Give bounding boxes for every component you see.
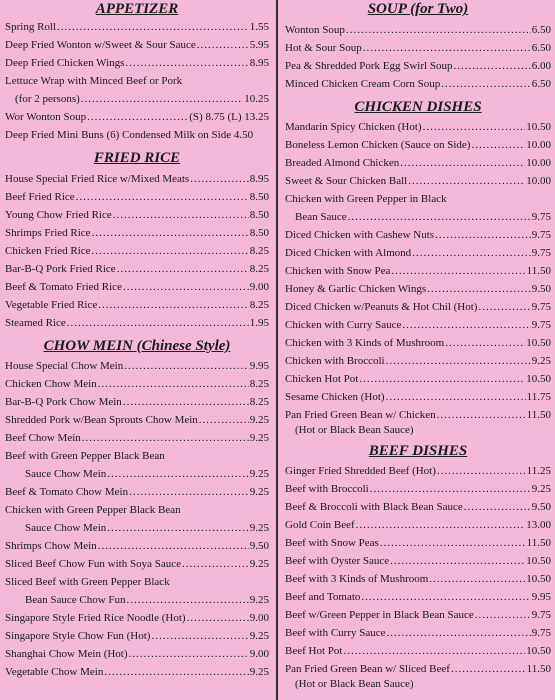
item-name: Pea & Shredded Pork Egg Swirl Soup: [285, 60, 453, 72]
menu-item: [5, 519, 269, 537]
item-price: 9.75: [531, 229, 551, 241]
menu-item: [5, 357, 269, 375]
item-name: Shanghai Chow Mein (Hot): [5, 648, 128, 660]
item-name: Wor Wonton Soup: [5, 111, 87, 123]
dot-leader: [437, 406, 526, 424]
menu-item: [5, 555, 269, 573]
dot-leader: [107, 465, 248, 483]
menu-item: [285, 262, 551, 280]
item-name: Hot & Sour Soup: [285, 42, 362, 54]
dot-leader: [346, 21, 531, 39]
menu-item: [5, 18, 269, 36]
item-name: Boneless Lemon Chicken (Sauce on Side): [285, 139, 471, 151]
item-price: 9.75: [531, 247, 551, 259]
item-price: 11.50: [526, 265, 551, 277]
item-price: 1.95: [249, 317, 269, 329]
menu-item: [5, 188, 269, 206]
dot-leader: [124, 357, 249, 375]
item-price: 8.25: [249, 245, 269, 257]
menu-item: [5, 90, 269, 108]
menu-item: [285, 570, 551, 588]
menu-item: [5, 54, 269, 72]
menu-item: [285, 642, 551, 660]
item-name: Gold Coin Beef: [285, 519, 355, 531]
menu-item: [285, 118, 551, 136]
dot-leader: [187, 609, 249, 627]
dot-leader: [199, 411, 249, 429]
dot-leader: [87, 108, 188, 126]
dot-leader: [92, 224, 249, 242]
item-price: 13.00: [526, 519, 551, 531]
item-name: Spring Roll: [5, 21, 57, 33]
dot-leader: [412, 244, 531, 262]
dot-leader: [57, 18, 249, 36]
item-name: Diced Chicken with Cashew Nuts: [285, 229, 435, 241]
dot-leader: [117, 260, 249, 278]
item-price: 9.25: [249, 630, 269, 642]
item-price: 8.25: [249, 378, 269, 390]
chicken-greenbean-line2: (Hot or Black Bean Sauce): [295, 424, 414, 436]
menu-item: [5, 206, 269, 224]
item-price: 8.95: [249, 173, 269, 185]
mini-buns-line: Deep Fried Mini Buns (6) Condensed Milk on Side 4.50: [5, 129, 254, 141]
item-price: 11.50: [526, 663, 551, 675]
item-price: 9.50: [531, 283, 551, 295]
item-price: 9.00: [249, 281, 269, 293]
item-name: Ginger Fried Shredded Beef (Hot): [285, 465, 436, 477]
menu-item: [5, 537, 269, 555]
dot-leader: [76, 188, 249, 206]
item-price: 10.50: [526, 373, 551, 385]
item-name: House Special Chow Mein: [5, 360, 124, 372]
dot-leader: [390, 552, 525, 570]
item-name: Chicken Fried Rice: [5, 245, 91, 257]
item-price: 10.50: [526, 645, 551, 657]
dot-leader: [356, 516, 526, 534]
dot-leader: [98, 537, 249, 555]
dot-leader: [125, 54, 248, 72]
dot-leader: [113, 206, 249, 224]
dot-leader: [464, 498, 531, 516]
sliced-pepper-line1: Sliced Beef with Green Pepper Black: [5, 576, 170, 588]
item-price: 8.50: [249, 191, 269, 203]
dot-leader: [380, 534, 526, 552]
dot-leader: [445, 334, 525, 352]
menu-item: [285, 39, 551, 57]
item-price: 8.50: [249, 227, 269, 239]
item-name: Breaded Almond Chicken: [285, 157, 400, 169]
item-price: 10.50: [526, 121, 551, 133]
menu-item: [285, 154, 551, 172]
dot-leader: [478, 298, 530, 316]
item-name: Minced Chicken Cream Corn Soup: [285, 78, 441, 90]
dot-leader: [386, 352, 531, 370]
item-name: Beef Chow Mein: [5, 432, 81, 444]
item-price: 9.25: [249, 522, 269, 534]
dot-leader: [129, 645, 249, 663]
chicken-heading: CHICKEN DISHES: [354, 99, 482, 115]
menu-item: [5, 242, 269, 260]
lettuce-wrap-line1: Lettuce Wrap with Minced Beef or Pork: [5, 75, 183, 87]
dot-leader: [129, 483, 249, 501]
item-price: 9.25: [249, 432, 269, 444]
item-name: Chicken with Snow Pea: [285, 265, 391, 277]
item-price: 9.75: [531, 609, 551, 621]
item-price: 8.95: [249, 57, 269, 69]
item-price: 8.50: [249, 209, 269, 221]
dot-leader: [391, 262, 525, 280]
menu-item: [5, 609, 269, 627]
item-name: Beef with Broccoli: [285, 483, 369, 495]
dot-leader: [387, 624, 531, 642]
menu-item: [285, 480, 551, 498]
item-name: Sweet & Sour Chicken Ball: [285, 175, 408, 187]
menu-item: [285, 244, 551, 262]
item-price: 10.00: [526, 139, 551, 151]
menu-item: [5, 627, 269, 645]
item-price: 11.75: [526, 391, 551, 403]
menu-item: [5, 224, 269, 242]
item-name: Pan Fried Green Bean w/ Chicken: [285, 409, 436, 421]
item-price: 9.25: [249, 468, 269, 480]
menu-item: [285, 588, 551, 606]
menu-item: [5, 393, 269, 411]
menu-item: [285, 298, 551, 316]
dot-leader: [81, 90, 243, 108]
item-price: 6.00: [531, 60, 551, 72]
item-name: Beef with Oyster Sauce: [285, 555, 390, 567]
dot-leader: [437, 462, 526, 480]
item-name: Sauce Chow Mein: [25, 522, 107, 534]
menu-item: [285, 316, 551, 334]
item-name: Singapore Style Fried Rice Noodle (Hot): [5, 612, 186, 624]
appetizer-heading: APPETIZER: [95, 1, 179, 17]
column-divider: [276, 0, 278, 700]
dot-leader: [98, 296, 249, 314]
item-price: 9.00: [249, 612, 269, 624]
item-price: 9.25: [249, 414, 269, 426]
item-name: Diced Chicken with Almond: [285, 247, 412, 259]
menu-item: [285, 75, 551, 93]
item-name: Chicken Chow Mein: [5, 378, 97, 390]
menu-item: [5, 260, 269, 278]
dot-leader: [104, 663, 248, 681]
item-price: 11.50: [526, 409, 551, 421]
menu-item: [5, 483, 269, 501]
item-name: Beef & Tomato Fried Rice: [5, 281, 122, 293]
dot-leader: [123, 278, 249, 296]
item-price: 9.25: [531, 355, 551, 367]
item-price: 10.00: [526, 175, 551, 187]
item-name: Steamed Rice: [5, 317, 66, 329]
item-name: Beef & Broccoli with Black Bean Sauce: [285, 501, 463, 513]
item-price: 5.95: [249, 39, 269, 51]
item-name: Singapore Style Chow Fun (Hot): [5, 630, 151, 642]
item-name: Beef with Snow Peas: [285, 537, 379, 549]
item-name: Honey & Garlic Chicken Wings: [285, 283, 427, 295]
item-name: Shrimps Fried Rice: [5, 227, 91, 239]
item-price: 9.25: [249, 666, 269, 678]
item-price: 10.00: [526, 157, 551, 169]
item-price: 6.50: [531, 42, 551, 54]
soup-heading: SOUP (for Two): [367, 1, 469, 17]
item-name: Beef with Curry Sauce: [285, 627, 386, 639]
menu-item: [5, 591, 269, 609]
item-name: Beef & Tomato Chow Mein: [5, 486, 129, 498]
menu-item: [5, 278, 269, 296]
menu-item: [285, 226, 551, 244]
beef-greenbean-line2: (Hot or Black Bean Sauce): [295, 678, 414, 690]
menu-item: [285, 388, 551, 406]
item-name: Sauce Chow Mein: [25, 468, 107, 480]
item-name: Vegetable Fried Rice: [5, 299, 98, 311]
menu-item: [285, 552, 551, 570]
menu-item: [285, 406, 551, 424]
item-name: Sliced Beef Chow Fun with Soya Sauce: [5, 558, 181, 570]
menu-item: [285, 208, 551, 226]
menu-item: [285, 534, 551, 552]
menu-item: [285, 498, 551, 516]
item-price: 9.25: [249, 558, 269, 570]
item-price: 6.50: [531, 24, 551, 36]
item-name: Beef with 3 Kinds of Mushroom: [285, 573, 429, 585]
dot-leader: [361, 588, 530, 606]
item-name: Vegetable Chow Mein: [5, 666, 104, 678]
menu-item: [285, 606, 551, 624]
item-name: Bar-B-Q Pork Chow Mein: [5, 396, 122, 408]
dot-leader: [370, 480, 531, 498]
menu-item: [5, 36, 269, 54]
beef-pepper-line1: Beef with Green Pepper Black Bean: [5, 450, 165, 462]
beef-heading: BEEF DISHES: [368, 443, 468, 459]
item-price: 9.75: [531, 301, 551, 313]
dot-leader: [386, 388, 526, 406]
item-name: Diced Chicken w/Peanuts & Hot Chil (Hot): [285, 301, 478, 313]
item-name: Wonton Soup: [285, 24, 345, 36]
menu-item: [285, 57, 551, 75]
dot-leader: [451, 660, 526, 678]
dot-leader: [67, 314, 249, 332]
dot-leader: [475, 606, 531, 624]
dot-leader: [435, 226, 531, 244]
item-price: 8.25: [249, 299, 269, 311]
item-price: 9.50: [249, 540, 269, 552]
dot-leader: [359, 370, 525, 388]
item-name: Beef and Tomato: [285, 591, 361, 603]
dot-leader: [82, 429, 249, 447]
item-name: (for 2 persons): [15, 93, 80, 105]
dot-leader: [408, 172, 525, 190]
item-price: 11.50: [526, 537, 551, 549]
item-price: 11.25: [526, 465, 551, 477]
left-column: [5, 0, 269, 681]
item-price: 9.25: [531, 483, 551, 495]
item-name: Bar-B-Q Pork Fried Rice: [5, 263, 116, 275]
item-name: Sesame Chicken (Hot): [285, 391, 385, 403]
item-name: Bean Sauce Chow Fun: [25, 594, 126, 606]
menu-item: [5, 645, 269, 663]
item-name: Mandarin Spicy Chicken (Hot): [285, 121, 422, 133]
menu-item: [5, 375, 269, 393]
item-price: 9.75: [531, 211, 551, 223]
menu-item: [5, 170, 269, 188]
item-name: Chicken Hot Pot: [285, 373, 359, 385]
dot-leader: [107, 519, 248, 537]
dot-leader: [182, 555, 249, 573]
chow-mein-heading: CHOW MEIN (Chinese Style): [43, 338, 231, 354]
item-name: Chicken with 3 Kinds of Mushroom: [285, 337, 445, 349]
item-price: 10.50: [526, 555, 551, 567]
chicken-pepper-line1: Chicken with Green Pepper in Black: [285, 193, 447, 205]
item-price: 10.50: [526, 337, 551, 349]
item-price: 9.95: [531, 591, 551, 603]
item-price: 1.55: [249, 21, 269, 33]
item-name: Beef Hot Pot: [285, 645, 343, 657]
item-name: House Special Fried Rice w/Mixed Meats: [5, 173, 190, 185]
menu-item: [285, 462, 551, 480]
item-name: Young Chow Fried Rice: [5, 209, 112, 221]
dot-leader: [123, 393, 249, 411]
dot-leader: [402, 316, 530, 334]
item-name: Deep Fried Chicken Wings: [5, 57, 125, 69]
menu-item: [285, 172, 551, 190]
item-price: 10.50: [526, 573, 551, 585]
menu-item: [285, 624, 551, 642]
item-price: 9.50: [531, 501, 551, 513]
menu-item: [285, 660, 551, 678]
dot-leader: [190, 170, 249, 188]
item-name: Chicken with Broccoli: [285, 355, 385, 367]
item-price: (S) 8.75 (L) 13.25: [189, 111, 269, 123]
menu-item: [285, 516, 551, 534]
item-name: Pan Fried Green Bean w/ Sliced Beef: [285, 663, 450, 675]
menu-item: [285, 334, 551, 352]
menu-item: [5, 108, 269, 126]
item-price: 9.00: [249, 648, 269, 660]
dot-leader: [363, 39, 531, 57]
fried-rice-heading: FRIED RICE: [93, 150, 181, 166]
right-column: [285, 0, 551, 691]
dot-leader: [400, 154, 525, 172]
chicken-pepper-line1: Chicken with Green Pepper Black Bean: [5, 504, 181, 516]
item-price: 9.25: [249, 486, 269, 498]
menu-item: [285, 370, 551, 388]
menu-item: [5, 314, 269, 332]
item-name: Chicken with Curry Sauce: [285, 319, 402, 331]
menu-item: [5, 663, 269, 681]
dot-leader: [343, 642, 525, 660]
item-name: Bean Sauce: [295, 211, 347, 223]
item-price: 8.25: [249, 396, 269, 408]
dot-leader: [197, 36, 249, 54]
item-name: Shredded Pork w/Bean Sprouts Chow Mein: [5, 414, 198, 426]
menu-item: [285, 352, 551, 370]
item-price: 6.50: [531, 78, 551, 90]
menu-item: [285, 280, 551, 298]
item-name: Beef w/Green Pepper in Black Bean Sauce: [285, 609, 474, 621]
dot-leader: [92, 242, 249, 260]
dot-leader: [423, 118, 526, 136]
item-price: 9.95: [249, 360, 269, 372]
dot-leader: [429, 570, 525, 588]
item-price: 9.25: [249, 594, 269, 606]
menu-item: [5, 296, 269, 314]
dot-leader: [441, 75, 531, 93]
menu-item: [5, 411, 269, 429]
item-price: 10.25: [244, 93, 269, 105]
dot-leader: [151, 627, 248, 645]
menu-item: [5, 465, 269, 483]
item-price: 8.25: [249, 263, 269, 275]
menu-item: [285, 21, 551, 39]
dot-leader: [471, 136, 525, 154]
dot-leader: [348, 208, 531, 226]
item-name: Beef Fried Rice: [5, 191, 75, 203]
dot-leader: [453, 57, 530, 75]
dot-leader: [127, 591, 249, 609]
item-name: Deep Fried Wonton w/Sweet & Sour Sauce: [5, 39, 196, 51]
dot-leader: [427, 280, 531, 298]
item-price: 9.75: [531, 627, 551, 639]
item-name: Shrimps Chow Mein: [5, 540, 97, 552]
dot-leader: [98, 375, 249, 393]
menu-item: [5, 429, 269, 447]
menu-item: [285, 136, 551, 154]
item-price: 9.75: [531, 319, 551, 331]
